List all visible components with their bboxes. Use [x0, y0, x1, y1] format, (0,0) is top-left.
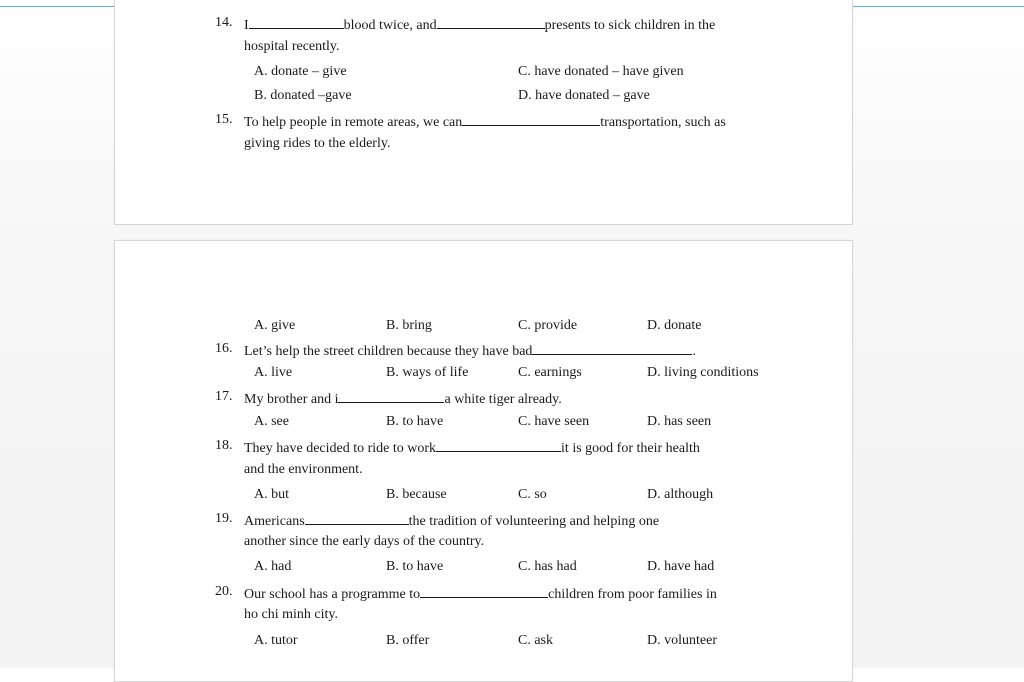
question-14-line-1 [244, 15, 715, 34]
question-15-text-a: To help people in remote areas, we can [244, 115, 463, 130]
question-17-text-a: My brother and i [244, 392, 339, 407]
question-14-number: 14. [215, 15, 233, 30]
question-14-text-b: blood twice, and [343, 18, 437, 33]
question-14-line-2: hospital recently. [244, 39, 340, 54]
question-14-text-c: presents to sick children in the [544, 18, 716, 33]
question-19-text-b: the tradition of volunteering and helping one [408, 514, 660, 529]
document-page-1 [114, 0, 853, 225]
question-15-option-d: D. donate [647, 318, 702, 333]
question-20-blank [420, 584, 548, 598]
question-19-option-d: D. have had [647, 559, 715, 574]
question-19-text-a: Americans [244, 514, 305, 529]
question-19-line-1 [244, 511, 659, 530]
question-14-option-d: D. have donated – gave [518, 88, 650, 103]
question-16-option-d: D. living conditions [647, 365, 759, 380]
question-18-option-c: C. so [518, 487, 547, 502]
question-19-number: 19. [215, 511, 233, 526]
question-16-blank [532, 341, 692, 355]
question-17-option-c: C. have seen [518, 414, 590, 429]
question-14-blank-2 [437, 15, 545, 29]
question-16-option-a: A. live [254, 365, 293, 380]
question-15-line-1 [244, 112, 726, 131]
question-20-text-b: children from poor families in [548, 587, 717, 602]
question-20-option-c: C. ask [518, 633, 553, 648]
question-15-option-a: A. give [254, 318, 296, 333]
question-15-option-c: C. provide [518, 318, 578, 333]
question-19-option-b: B. to have [386, 559, 444, 574]
question-14-text-a: I [244, 18, 249, 33]
question-17-number: 17. [215, 389, 233, 404]
question-18-line-1 [244, 438, 700, 457]
question-15-blank [462, 112, 600, 126]
question-18-option-d: D. although [647, 487, 714, 502]
question-18-option-b: B. because [386, 487, 447, 502]
question-18-text-b: it is good for their health [561, 441, 700, 456]
question-15-number: 15. [215, 112, 233, 127]
question-17-option-d: D. has seen [647, 414, 712, 429]
question-19-line-2: another since the early days of the country. [244, 534, 485, 549]
question-20-text-a: Our school has a programme to [244, 587, 421, 602]
question-20-option-a: A. tutor [254, 633, 298, 648]
question-20-option-d: D. volunteer [647, 633, 717, 648]
question-17-line-1 [244, 389, 562, 408]
question-15-line-2: giving rides to the elderly. [244, 136, 391, 151]
question-16-line-1 [244, 341, 696, 360]
question-15-option-b: B. bring [386, 318, 432, 333]
question-18-line-2: and the environment. [244, 462, 363, 477]
question-20-option-b: B. offer [386, 633, 430, 648]
question-18-text-a: They have decided to ride to work [244, 441, 437, 456]
question-18-number: 18. [215, 438, 233, 453]
question-20-line-1 [244, 584, 717, 603]
question-17-blank [338, 389, 444, 403]
question-17-option-a: A. see [254, 414, 289, 429]
question-19-option-a: A. had [254, 559, 292, 574]
question-16-text-a: Let’s help the street children because they have bad [244, 344, 533, 359]
question-14-blank-1 [249, 15, 344, 29]
question-20-line-2: ho chi minh city. [244, 607, 338, 622]
document-page-2 [114, 240, 853, 682]
question-16-option-b: B. ways of life [386, 365, 469, 380]
question-15-text-b: transportation, such as [600, 115, 726, 130]
question-18-option-a: A. but [254, 487, 289, 502]
question-19-blank [305, 511, 409, 525]
question-16-text-b: . [692, 344, 696, 359]
question-17-text-b: a white tiger already. [444, 392, 562, 407]
question-20-number: 20. [215, 584, 233, 599]
question-14-option-a: A. donate – give [254, 64, 347, 79]
question-14-option-c: C. have donated – have given [518, 64, 684, 79]
question-18-blank [436, 438, 561, 452]
question-17-option-b: B. to have [386, 414, 444, 429]
question-16-number: 16. [215, 341, 233, 356]
question-19-option-c: C. has had [518, 559, 577, 574]
question-14-option-b: B. donated –gave [254, 88, 352, 103]
question-16-option-c: C. earnings [518, 365, 582, 380]
